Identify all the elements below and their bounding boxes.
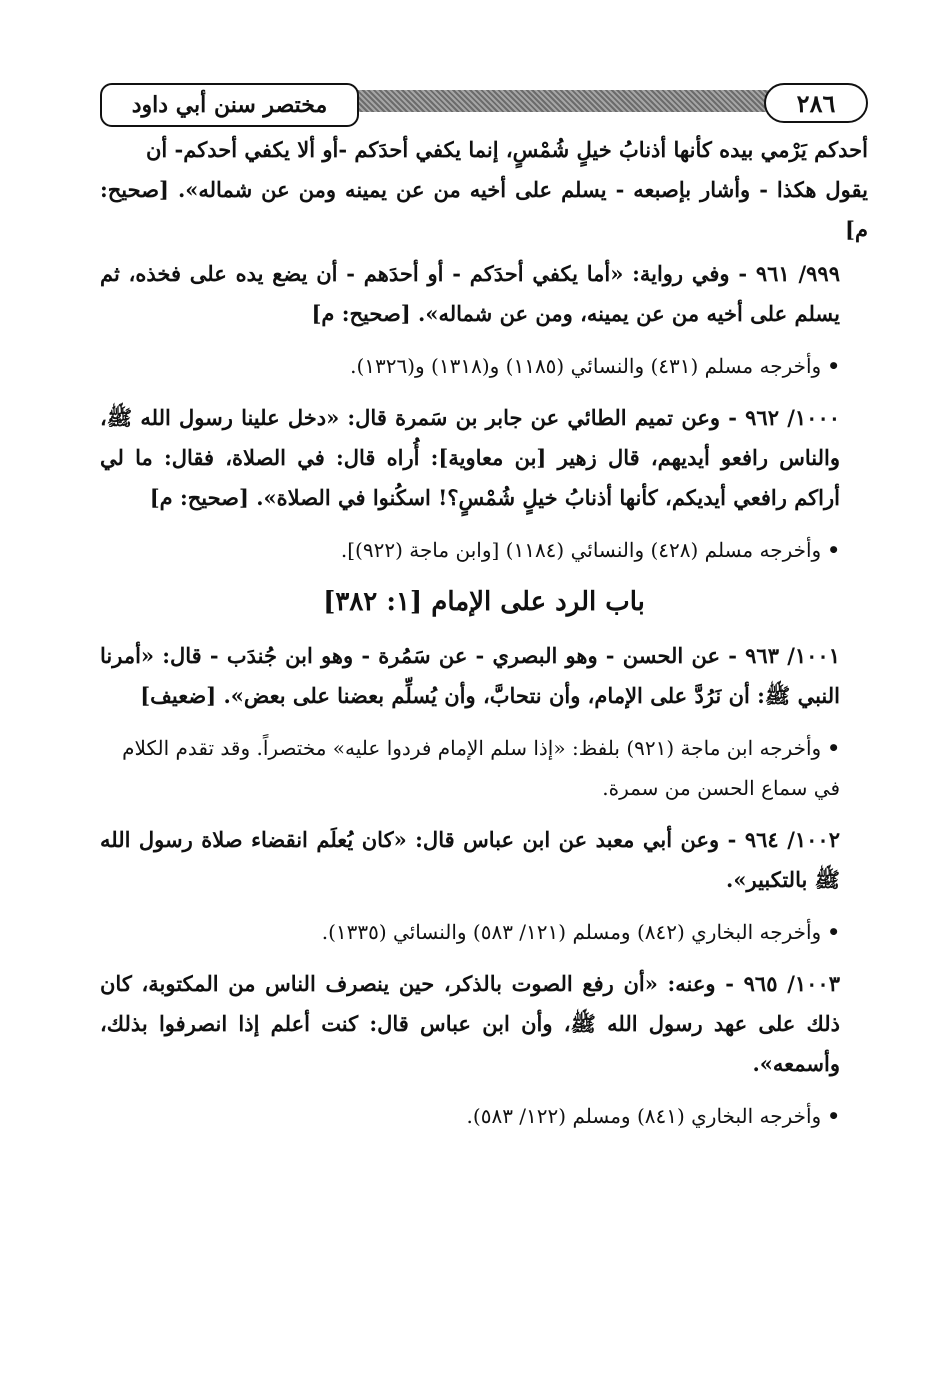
hadith-text: - وعنه: «أن رفع الصوت بالذكر، حين ينصرف الناس من المكتوبة، كان ذلك على عهد رسول الله ﷺ، وأن ابن عباس قال: كنت أعلم إذا انصرفوا بذلك، وأسمعه». xyxy=(100,971,840,1076)
note-text: وأخرجه البخاري (٨٤١) ومسلم (١٢٢/ ٥٨٣). xyxy=(466,1104,822,1128)
takhrij-note xyxy=(100,530,840,570)
takhrij-note xyxy=(100,1096,840,1136)
bullet-icon: • xyxy=(827,920,840,944)
hadith-number: ١٠٠٢/ ٩٦٤ xyxy=(744,827,840,852)
bullet-icon: • xyxy=(827,1104,840,1128)
page xyxy=(100,80,868,1320)
chapter-title: باب الرد على الإمام [١: ٣٨٢] xyxy=(323,587,645,617)
hadith-999 xyxy=(100,254,868,334)
hadith-1002 xyxy=(100,820,868,900)
hadith-text: - عن الحسن - وهو البصري - عن سَمُرة - وهو ابن جُندَب - قال: «أمرنا النبي ﷺ: أن نَرُدَّ على الإمام، وأن نتحابَّ، وأن يُسلِّم بعضنا على بعض». [ضعيف] xyxy=(100,643,840,708)
note-text: وأخرجه مسلم (٤٢٨) والنسائي (١١٨٤) [وابن ماجة (٩٢٢)]. xyxy=(340,538,822,562)
hadith-number: ٩٩٩/ ٩٦١ xyxy=(755,261,840,286)
takhrij-note xyxy=(100,728,840,808)
takhrij-note xyxy=(100,346,840,386)
continuation-line-2: يقول هكذا - وأشار بإصبعه - يسلم على أخيه من عن يمينه ومن عن شماله». [صحيح: م] xyxy=(100,177,868,242)
continuation-line-1: أحدكم يَرْمي بيده كأنها أذنابُ خيلٍ شُمْسٍ، إنما يكفي أحدَكم -أو ألا يكفي أحدكم- أن xyxy=(145,137,868,162)
hadith-text: - وعن تميم الطائي عن جابر بن سَمرة قال: «دخل علينا رسول الله ﷺ، والناس رافعو أيديهم، قال زهير [بن معاوية]: أُراه قال: في الصلاة، فقال: ما لي أراكم رافعي أيديكم، كأنها أذنابُ خيلٍ شُمْسٍ؟! اسكُنوا في الصلاة». [صحيح: م] xyxy=(100,405,840,510)
note-text: وأخرجه مسلم (٤٣١) والنسائي (١١٨٥) و(١٣١٨) و(١٣٢٦). xyxy=(350,354,822,378)
hadith-text: - وفي رواية: «أما يكفي أحدَكم - أو أحدَهم - أن يضع يده على فخذه، ثم يسلم على أخيه من عن يمينه، ومن عن شماله». [صحيح: م] xyxy=(100,261,840,326)
note-text: وأخرجه ابن ماجة (٩٢١) بلفظ: «إذا سلم الإمام فردوا عليه» مختصراً. وقد تقدم الكلام في سماع الحسن من سمرة. xyxy=(122,736,840,800)
hadith-number: ١٠٠٠/ ٩٦٢ xyxy=(745,405,841,430)
paragraph-continuation xyxy=(100,130,868,250)
header-decorative-bar xyxy=(355,90,773,112)
page-header xyxy=(100,80,868,128)
hadith-1000 xyxy=(100,398,868,518)
bullet-icon: • xyxy=(827,736,840,760)
takhrij-note xyxy=(100,912,840,952)
page-number: ٢٨٦ xyxy=(764,83,868,123)
book-title: مختصر سنن أبي داود xyxy=(100,83,359,127)
hadith-number: ١٠٠١/ ٩٦٣ xyxy=(745,643,840,668)
note-text: وأخرجه البخاري (٨٤٢) ومسلم (١٢١/ ٥٨٣) والنسائي (١٣٣٥). xyxy=(321,920,822,944)
hadith-number: ١٠٠٣/ ٩٦٥ xyxy=(743,971,840,996)
bullet-icon: • xyxy=(827,538,840,562)
hadith-text: - وعن أبي معبد عن ابن عباس قال: «كان يُعلَم انقضاء صلاة رسول الله ﷺ بالتكبير». xyxy=(100,827,840,892)
page-content xyxy=(100,130,868,1148)
hadith-1003 xyxy=(100,964,868,1084)
hadith-1001 xyxy=(100,636,868,716)
bullet-icon: • xyxy=(827,354,840,378)
